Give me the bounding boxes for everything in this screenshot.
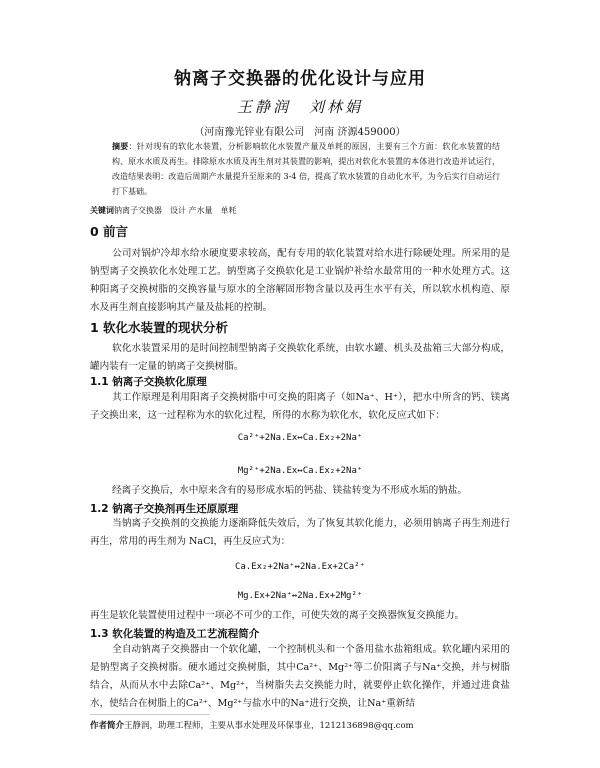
section-1-3-paragraph xyxy=(90,641,510,713)
equation-softening-ca: Ca²⁺+2Na.Ex↔Ca.Ex₂+2Na⁺ xyxy=(237,433,363,443)
section-1-paragraph xyxy=(90,340,510,376)
paper-authors: 王静润 刘林娟 xyxy=(236,98,363,116)
section-0-paragraph xyxy=(90,245,510,317)
section-1-3-heading: 1.3 软化装置的构造及工艺流程简介 xyxy=(90,628,260,640)
section-1-2-paragraph xyxy=(90,515,510,551)
section-1-3-text: 全自动钠离子交换器由一个软化罐，一个控制机头和一个备用盐水盐箱组成。软化罐内采用的是钠型离子交换树脂。硬水通过交换树脂，其中Ca²⁺、Mg²⁺等二价阳离子与Na⁺交换，并与树脂结合，从而从水中去除Ca²⁺、Mg²⁺，当树脂失去交换能力时，就要停止软化操作，并通过进食盐水，使结合在树脂上的Ca²⁺、Mg²⁺与盐水中的Na⁺进行交换，让Na⁺重新结 xyxy=(90,644,510,709)
section-0-text: 公司对锅炉冷却水给水硬度要求较高，配有专用的软化装置对给水进行除硬处理。所采用的是钠型离子交换软化水处理工艺。钠型离子交换软化是工业锅炉补给水最常用的一种水处理方式。这种阳离子交换树脂的交换容量与原水的全溶解固形物含量以及再生水平有关，所以软水机构造、原水及再生剂直接影响其产量及盐耗的控制。 xyxy=(90,248,510,313)
footnote-divider xyxy=(90,714,210,715)
section-1-2-after xyxy=(90,607,510,625)
paper-title: 钠离子交换器的优化设计与应用 xyxy=(174,69,426,89)
equation-regeneration-mg: Mg.Ex+2Na⁺↔2Na.Ex+2Mg²⁺ xyxy=(237,591,363,601)
section-1-2-after-text: 再生是软化装置使用过程中一项必不可少的工作，可使失效的离子交换器恢复交换能力。 xyxy=(90,610,465,621)
section-0-heading: 0 前言 xyxy=(90,224,129,239)
section-1-text: 软化水装置采用的是时间控制型钠离子交换软化系统，由软水罐、机头及盐箱三大部分构成，罐内装有一定量的钠离子交换树脂。 xyxy=(90,343,510,372)
section-1-2-text: 当钠离子交换剂的交换能力逐渐降低失效后，为了恢复其软化能力，必须用钠离子再生剂进行再生，常用的再生剂为 NaCl，再生反应式为： xyxy=(90,518,510,547)
author-bio-footnote xyxy=(90,719,510,731)
abstract xyxy=(112,139,500,199)
equation-regeneration-ca: Ca.Ex₂+2Na⁺↔2Na.Ex+2Ca²⁺ xyxy=(234,562,366,572)
section-1-1-after xyxy=(90,482,510,500)
paper-affiliation: （河南豫光锌业有限公司 河南 济源459000） xyxy=(194,127,406,138)
equation-softening-mg: Mg²⁺+2Na.Ex↔Ca.Ex₂+2Na⁺ xyxy=(237,466,363,476)
keywords-text: 钠离子交换器 设计 产水量 单耗 xyxy=(114,206,237,215)
author-bio-label: 作者简介 xyxy=(90,721,125,731)
abstract-label: 摘要 xyxy=(112,141,129,151)
section-1-heading: 1 软化水装置的现状分析 xyxy=(90,320,229,335)
section-1-1-paragraph xyxy=(90,389,510,425)
keywords-label: 关键词 xyxy=(90,205,114,215)
abstract-text: ：针对现有的软化水装置，分析影响软化水装置产量及单耗的原因，主要有三个方面：软化水装置的结构、原水水质及再生。排除原水水质及再生剂对其装置的影响，提出对软化水装置的本体进行改造并试运行，改造结果表明：改造后周期产水量提升至原来的 3-4 倍，提高了软水装置的自动化水平，为今后实行自动运行打下基础。 xyxy=(112,142,501,196)
keywords xyxy=(90,204,510,217)
section-1-1-heading: 1.1 钠离子交换软化原理 xyxy=(90,376,207,388)
section-1-1-after-text: 经离子交换后，水中原来含有的易形成水垢的钙盐、镁盐转变为不形成水垢的钠盐。 xyxy=(112,485,467,496)
section-1-1-text: 其工作原理是利用阳离子交换树脂中可交换的阳离子（如Na⁺、H⁺），把水中所含的钙、镁离子交换出来，这一过程称为水的软化过程，所得的水称为软化水，软化反应式如下： xyxy=(90,392,510,421)
section-1-2-heading: 1.2 钠离子交换剂再生还原原理 xyxy=(90,503,239,515)
author-bio-text: 王静润，助理工程师，主要从事水处理及环保事业，1212136898@qq.com xyxy=(124,721,414,731)
